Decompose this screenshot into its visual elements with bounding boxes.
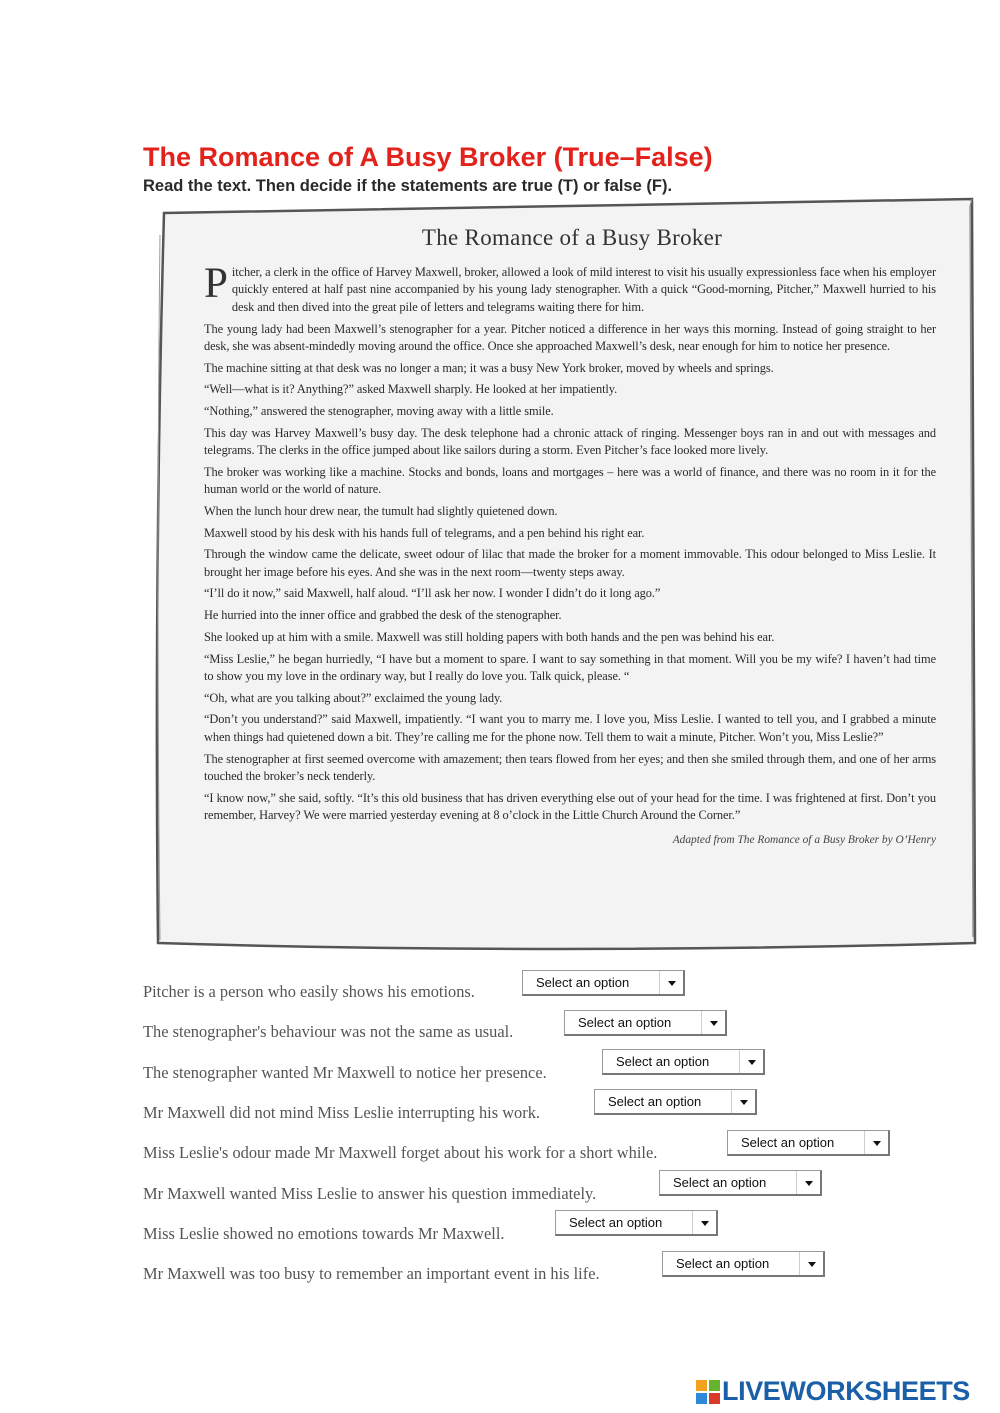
story-paragraph: When the lunch hour drew near, the tumult had slightly quietened down. (204, 503, 558, 518)
story-paragraph (204, 260, 936, 316)
select-value: Select an option (578, 1015, 672, 1030)
chevron-down-icon (740, 1100, 748, 1105)
question-text: Pitcher is a person who easily shows his emotions. (143, 982, 475, 1001)
first-paragraph-text: itcher, a clerk in the office of Harvey Maxwell, broker, allowed a look of mild interest to visit his usually expressionless face when his employer quickly entered at half past nine accompanied by his young lady stenographer. With a quick “Good-morning, Pitcher,” Maxwell hurried to his desk and then dived into the great pile of letters and telegrams waiting there for him. (231, 265, 936, 314)
answer-select-4[interactable] (594, 1089, 757, 1115)
answer-select-8[interactable] (662, 1251, 825, 1277)
question-text: Miss Leslie's odour made Mr Maxwell forget about his work for a short while. (143, 1143, 658, 1162)
story-title: The Romance of a Busy Broker (421, 225, 723, 250)
story-paragraph: The machine sitting at that desk was no longer a man; it was a busy New York broker, moved by wheels and springs. (204, 360, 774, 375)
story-paragraph: Maxwell stood by his desk with his hands full of telegrams, and a pen behind his right ear. (204, 525, 645, 540)
liveworksheets-logo-icon (696, 1380, 720, 1404)
dropdown-toggle[interactable] (796, 1171, 820, 1194)
answer-select-7[interactable] (555, 1210, 718, 1236)
dropdown-toggle[interactable] (692, 1211, 716, 1234)
instructions: Read the text. Then decide if the statements are true (T) or false (F). (143, 177, 673, 195)
story-paragraph: “Well—what is it? Anything?” asked Maxwell sharply. He looked at her impatiently. (204, 382, 618, 397)
story-paragraph: She looked up at him with a smile. Maxwell was still holding papers with both hands and the pen was behind his ear. (204, 629, 775, 644)
story-paragraph: He hurried into the inner office and grabbed the desk of the stenographer. (204, 608, 562, 623)
story-paragraph: “I’ll do it now,” said Maxwell, half aloud. “I’ll ask her now. I wonder I didn’t do it long ago.” (204, 586, 661, 601)
story-paragraph: “Oh, what are you talking about?” exclaimed the young lady. (204, 690, 503, 705)
story-paragraph: The stenographer at first seemed overcome with amazement; then tears flowed from her eyes; and then she smiled through them, and one of her arms touched the broker’s neck tenderly. (204, 751, 936, 783)
question-text: Miss Leslie showed no emotions towards Mr Maxwell. (143, 1224, 505, 1243)
chevron-down-icon (748, 1060, 756, 1065)
dropdown-toggle[interactable] (739, 1050, 763, 1073)
chevron-down-icon (805, 1181, 813, 1186)
question-text: Mr Maxwell wanted Miss Leslie to answer his question immediately. (143, 1184, 597, 1203)
question-text: The stenographer's behaviour was not the same as usual. (143, 1022, 514, 1041)
select-value: Select an option (741, 1135, 835, 1150)
chevron-down-icon (701, 1221, 709, 1226)
story-paragraph: The young lady had been Maxwell’s stenographer for a year. Pitcher noticed a difference in her ways this morning. Instead of going straight to her desk, she was absent-mindedly moving around the office. Once she approached Maxwell’s desk, near enough for him to notice her presence. (204, 321, 936, 353)
dropdown-toggle[interactable] (799, 1252, 823, 1275)
story-paragraph: “I know now,” she said, softly. “It’s this old business that has driven everything else out of your head for the time. I was frightened at first. Don’t you remember, Harvey? We were married yesterday evening at 8 o’clock in the Little Church Around the Corner.” (204, 790, 936, 823)
story-paragraph: “Don’t you understand?” said Maxwell, impatiently. “I want you to marry me. I love you, Miss Leslie. I wanted to tell you, and I grabbed a minute when things had quietened down a bit. They’re calling me for the phone now. Tell them to wait a minute, Pitcher. Won’t you, Miss Leslie?” (204, 712, 936, 744)
select-value: Select an option (676, 1256, 770, 1271)
dropdown-toggle[interactable] (659, 971, 683, 994)
answer-select-5[interactable] (727, 1130, 890, 1156)
page-title: The Romance of A Busy Broker (True–False) (143, 142, 713, 172)
story-paragraph: The broker was working like a machine. Stocks and bonds, loans and mortgages – here was a world of finance, and there was no room in it for the human world or the world of nature. (204, 464, 936, 497)
question-text: Mr Maxwell did not mind Miss Leslie interrupting his work. (143, 1103, 540, 1122)
question-text: Mr Maxwell was too busy to remember an important event in his life. (143, 1264, 600, 1283)
dropdown-toggle[interactable] (701, 1011, 725, 1034)
select-value: Select an option (673, 1175, 767, 1190)
chevron-down-icon (808, 1262, 816, 1267)
chevron-down-icon (668, 981, 676, 986)
answer-select-3[interactable] (602, 1049, 765, 1075)
story-paragraph: Through the window came the delicate, sweet odour of lilac that made the broker for a moment immovable. This odour belonged to Miss Leslie. It brought her image before his eyes. And she was in the next room—twenty steps away. (204, 547, 936, 579)
answer-select-1[interactable] (522, 970, 685, 996)
story-paragraph: This day was Harvey Maxwell’s busy day. The desk telephone had a chronic attack of ringing. Messenger boys ran in and out with messages and telegrams. The clerks in the office jumped about like sailors during a storm. Even Pitcher’s face looked more lively. (204, 425, 936, 458)
story-paragraph: “Nothing,” answered the stenographer, moving away with a little smile. (204, 404, 554, 419)
drop-cap: P (204, 260, 228, 307)
logo-text: LIVEWORKSHEETS (722, 1376, 970, 1406)
answer-select-6[interactable] (659, 1170, 822, 1196)
answer-select-2[interactable] (564, 1010, 727, 1036)
question-text: The stenographer wanted Mr Maxwell to notice her presence. (143, 1063, 547, 1082)
dropdown-toggle[interactable] (731, 1090, 755, 1113)
select-value: Select an option (616, 1054, 710, 1069)
select-value: Select an option (569, 1215, 663, 1230)
reading-text (204, 225, 936, 846)
select-value: Select an option (536, 975, 630, 990)
chevron-down-icon (873, 1141, 881, 1146)
story-paragraph: “Miss Leslie,” he began hurriedly, “I have but a moment to spare. I want to say something in that moment. Will you be my wife? I haven’t had time to show you my love in the ordinary way, but I really do love you. Talk quick, please. “ (204, 651, 936, 683)
dropdown-toggle[interactable] (864, 1131, 888, 1154)
select-value: Select an option (608, 1094, 702, 1109)
chevron-down-icon (710, 1021, 718, 1026)
story-credit: Adapted from The Romance of a Busy Broker by O’Henry (672, 834, 936, 847)
